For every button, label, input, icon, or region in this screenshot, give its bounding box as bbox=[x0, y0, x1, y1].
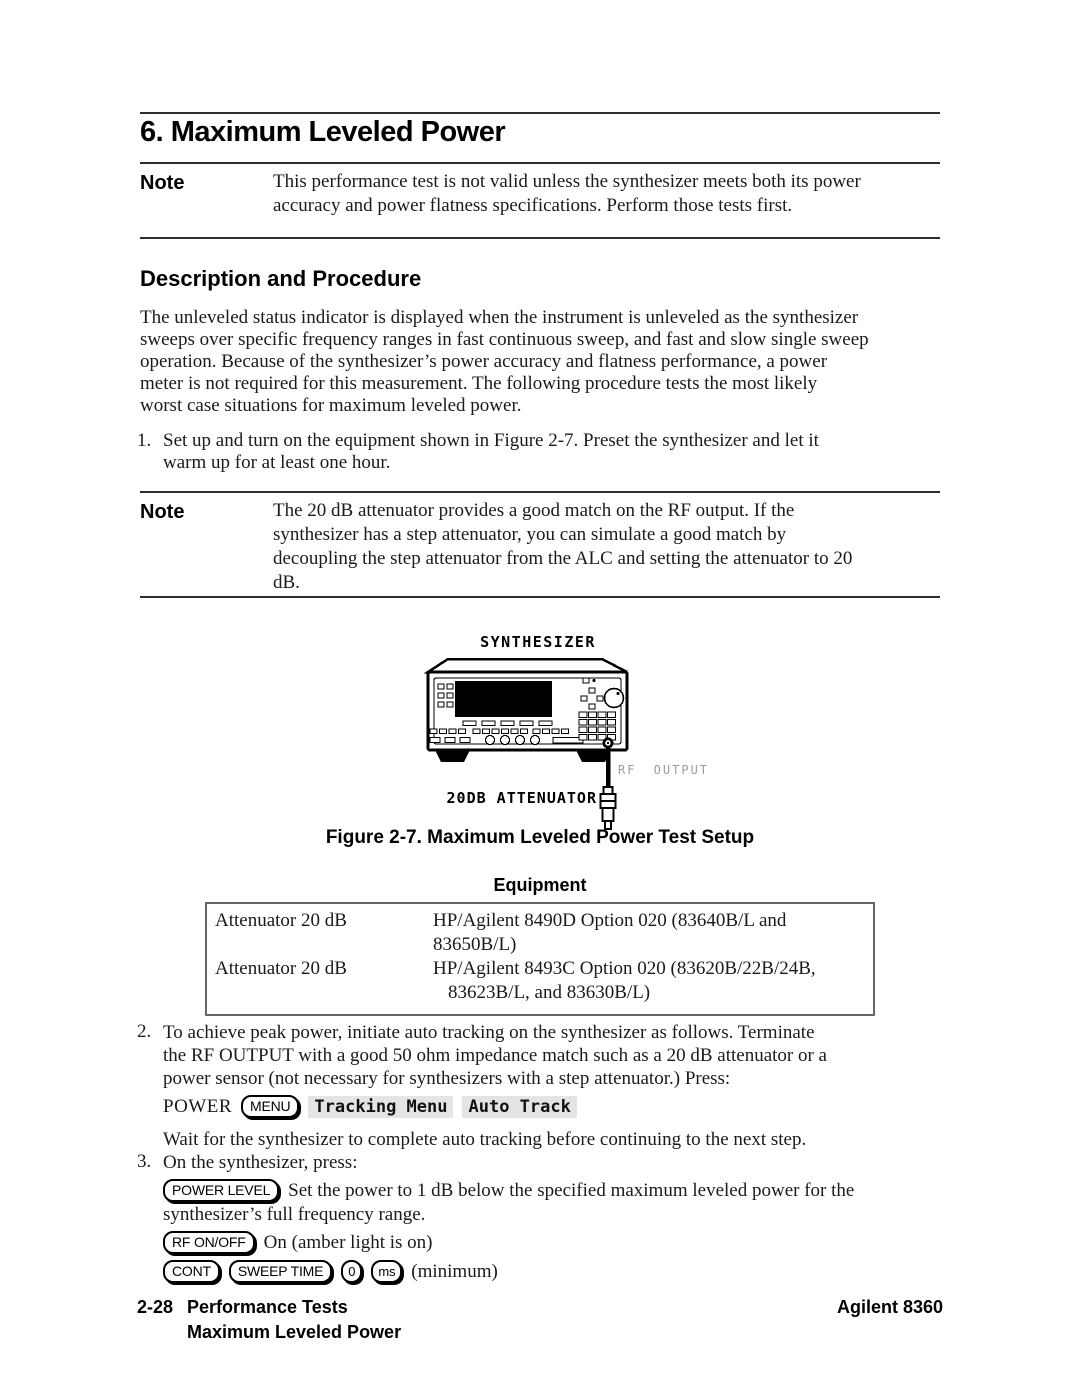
instruction-text: (minimum) bbox=[411, 1260, 498, 1282]
table-row bbox=[207, 957, 873, 1005]
softkey-row bbox=[463, 721, 552, 726]
paragraph-line: The unleveled status indicator is displayed when the instrument is unleveled as the synthesizer bbox=[140, 307, 859, 328]
divider bbox=[140, 596, 940, 598]
note-line: The 20 dB attenuator provides a good match on the RF output. If the bbox=[273, 500, 795, 521]
page-footer bbox=[137, 1295, 943, 1345]
wait-text: Wait for the synthesizer to complete auto tracking before continuing to the next step. bbox=[163, 1129, 807, 1150]
key-sequence bbox=[163, 1178, 957, 1203]
note-line: This performance test is not valid unless the synthesizer meets both its power bbox=[273, 171, 861, 192]
power-level-key: POWER LEVEL bbox=[163, 1179, 279, 1202]
key-sequence bbox=[163, 1094, 957, 1119]
step-line: the RF OUTPUT with a good 50 ohm impedance match such as a 20 dB attenuator or a bbox=[163, 1045, 827, 1066]
page-title: 6. Maximum Leveled Power bbox=[140, 116, 506, 148]
equipment-heading: Equipment bbox=[493, 875, 587, 895]
divider bbox=[140, 491, 940, 493]
step-2 bbox=[137, 1021, 957, 1119]
divider bbox=[140, 162, 940, 164]
step-line: To achieve peak power, initiate auto tracking on the synthesizer as follows. Terminate bbox=[163, 1022, 815, 1043]
instruction-text: Set the power to 1 dB below the specified maximum leveled power for the bbox=[288, 1179, 855, 1201]
step-line: power sensor (not necessary for synthesizers with a step attenuator.) Press: bbox=[163, 1068, 731, 1089]
step-3 bbox=[137, 1151, 957, 1284]
footer-product: Agilent 8360 bbox=[836, 1297, 943, 1317]
rf-output-connector bbox=[603, 738, 614, 749]
equipment-model bbox=[433, 957, 873, 1005]
divider bbox=[140, 112, 940, 114]
auto-track-softkey: Auto Track bbox=[462, 1096, 576, 1118]
footer-section: Maximum Leveled Power bbox=[187, 1322, 402, 1342]
paragraph-line: sweeps over specific frequency ranges in fast continuous sweep, and fast and slow single sweep bbox=[140, 329, 869, 350]
instrument-display bbox=[455, 681, 552, 717]
figure-caption: Figure 2-7. Maximum Leveled Power Test Setup bbox=[325, 827, 755, 848]
description-paragraph bbox=[140, 307, 960, 417]
note-label: Note bbox=[140, 501, 185, 523]
attenuator-drawing bbox=[601, 787, 616, 829]
paragraph-line: worst case situations for maximum leveled power. bbox=[140, 395, 522, 416]
cont-key: CONT bbox=[163, 1260, 220, 1283]
equipment-item: Attenuator 20 dB bbox=[215, 910, 347, 931]
synthesizer-test-setup-drawing bbox=[413, 648, 663, 838]
table-row bbox=[207, 909, 873, 957]
step-line: On the synthesizer, press: bbox=[163, 1152, 358, 1173]
step-number: 2. bbox=[137, 1021, 152, 1042]
rf-cable bbox=[606, 748, 611, 787]
equipment-model-line: HP/Agilent 8493C Option 020 (83620B/22B/24B, bbox=[433, 958, 816, 979]
note-line: accuracy and power flatness specifications. Perform those tests first. bbox=[273, 195, 793, 216]
rf-output-label: RF OUTPUT bbox=[618, 763, 710, 777]
step-1 bbox=[137, 430, 957, 474]
note-label: Note bbox=[140, 172, 185, 194]
key-sequence bbox=[163, 1259, 957, 1284]
instruction-text: On (amber light is on) bbox=[263, 1231, 433, 1253]
instrument-foot bbox=[435, 750, 470, 762]
footer-chapter: Performance Tests bbox=[187, 1297, 348, 1317]
attenuator-label: 20DB ATTENUATOR bbox=[446, 789, 597, 807]
sweep-time-key: SWEEP TIME bbox=[229, 1260, 332, 1283]
equipment-model: HP/Agilent 8490D Option 020 (83640B/L and 83650B/L) bbox=[433, 910, 787, 955]
power-hardkey-label: POWER bbox=[163, 1095, 232, 1117]
instrument-lid bbox=[428, 659, 627, 672]
page-number: 2-28 bbox=[137, 1297, 174, 1317]
instrument-foot bbox=[576, 750, 611, 762]
key-sequence bbox=[163, 1230, 957, 1255]
section-heading: Description and Procedure bbox=[140, 266, 422, 291]
ms-key: ms bbox=[371, 1260, 402, 1283]
function-button-row bbox=[430, 729, 569, 734]
figure-synthesizer-label: SYNTHESIZER bbox=[480, 633, 596, 651]
step-line: Set up and turn on the equipment shown in Figure 2-7. Preset the synthesizer and let it bbox=[163, 430, 819, 451]
equipment-model-line: 83623B/L, and 83630B/L) bbox=[448, 982, 651, 1003]
menu-key: MENU bbox=[241, 1095, 299, 1118]
paragraph-line: operation. Because of the synthesizer’s power accuracy and flatness performance, a power bbox=[140, 351, 828, 372]
note-line: dB. bbox=[273, 572, 300, 593]
step-number: 3. bbox=[137, 1151, 152, 1172]
step-number: 1. bbox=[137, 430, 152, 451]
equipment-table bbox=[205, 902, 875, 1016]
divider bbox=[140, 237, 940, 239]
note-text bbox=[273, 170, 963, 218]
tracking-menu-softkey: Tracking Menu bbox=[308, 1096, 453, 1118]
note-line: synthesizer has a step attenuator, you can simulate a good match by bbox=[273, 524, 787, 545]
zero-key: 0 bbox=[341, 1260, 362, 1283]
step-line: warm up for at least one hour. bbox=[163, 452, 391, 473]
paragraph-line: meter is not required for this measurement. The following procedure tests the most likely bbox=[140, 373, 818, 394]
note-text bbox=[273, 499, 963, 595]
note-line: decoupling the step attenuator from the ALC and setting the attenuator to 20 bbox=[273, 548, 853, 569]
rf-on-off-key: RF ON/OFF bbox=[163, 1231, 255, 1254]
equipment-item: Attenuator 20 dB bbox=[215, 958, 347, 979]
instruction-text: synthesizer’s full frequency range. bbox=[163, 1204, 426, 1225]
